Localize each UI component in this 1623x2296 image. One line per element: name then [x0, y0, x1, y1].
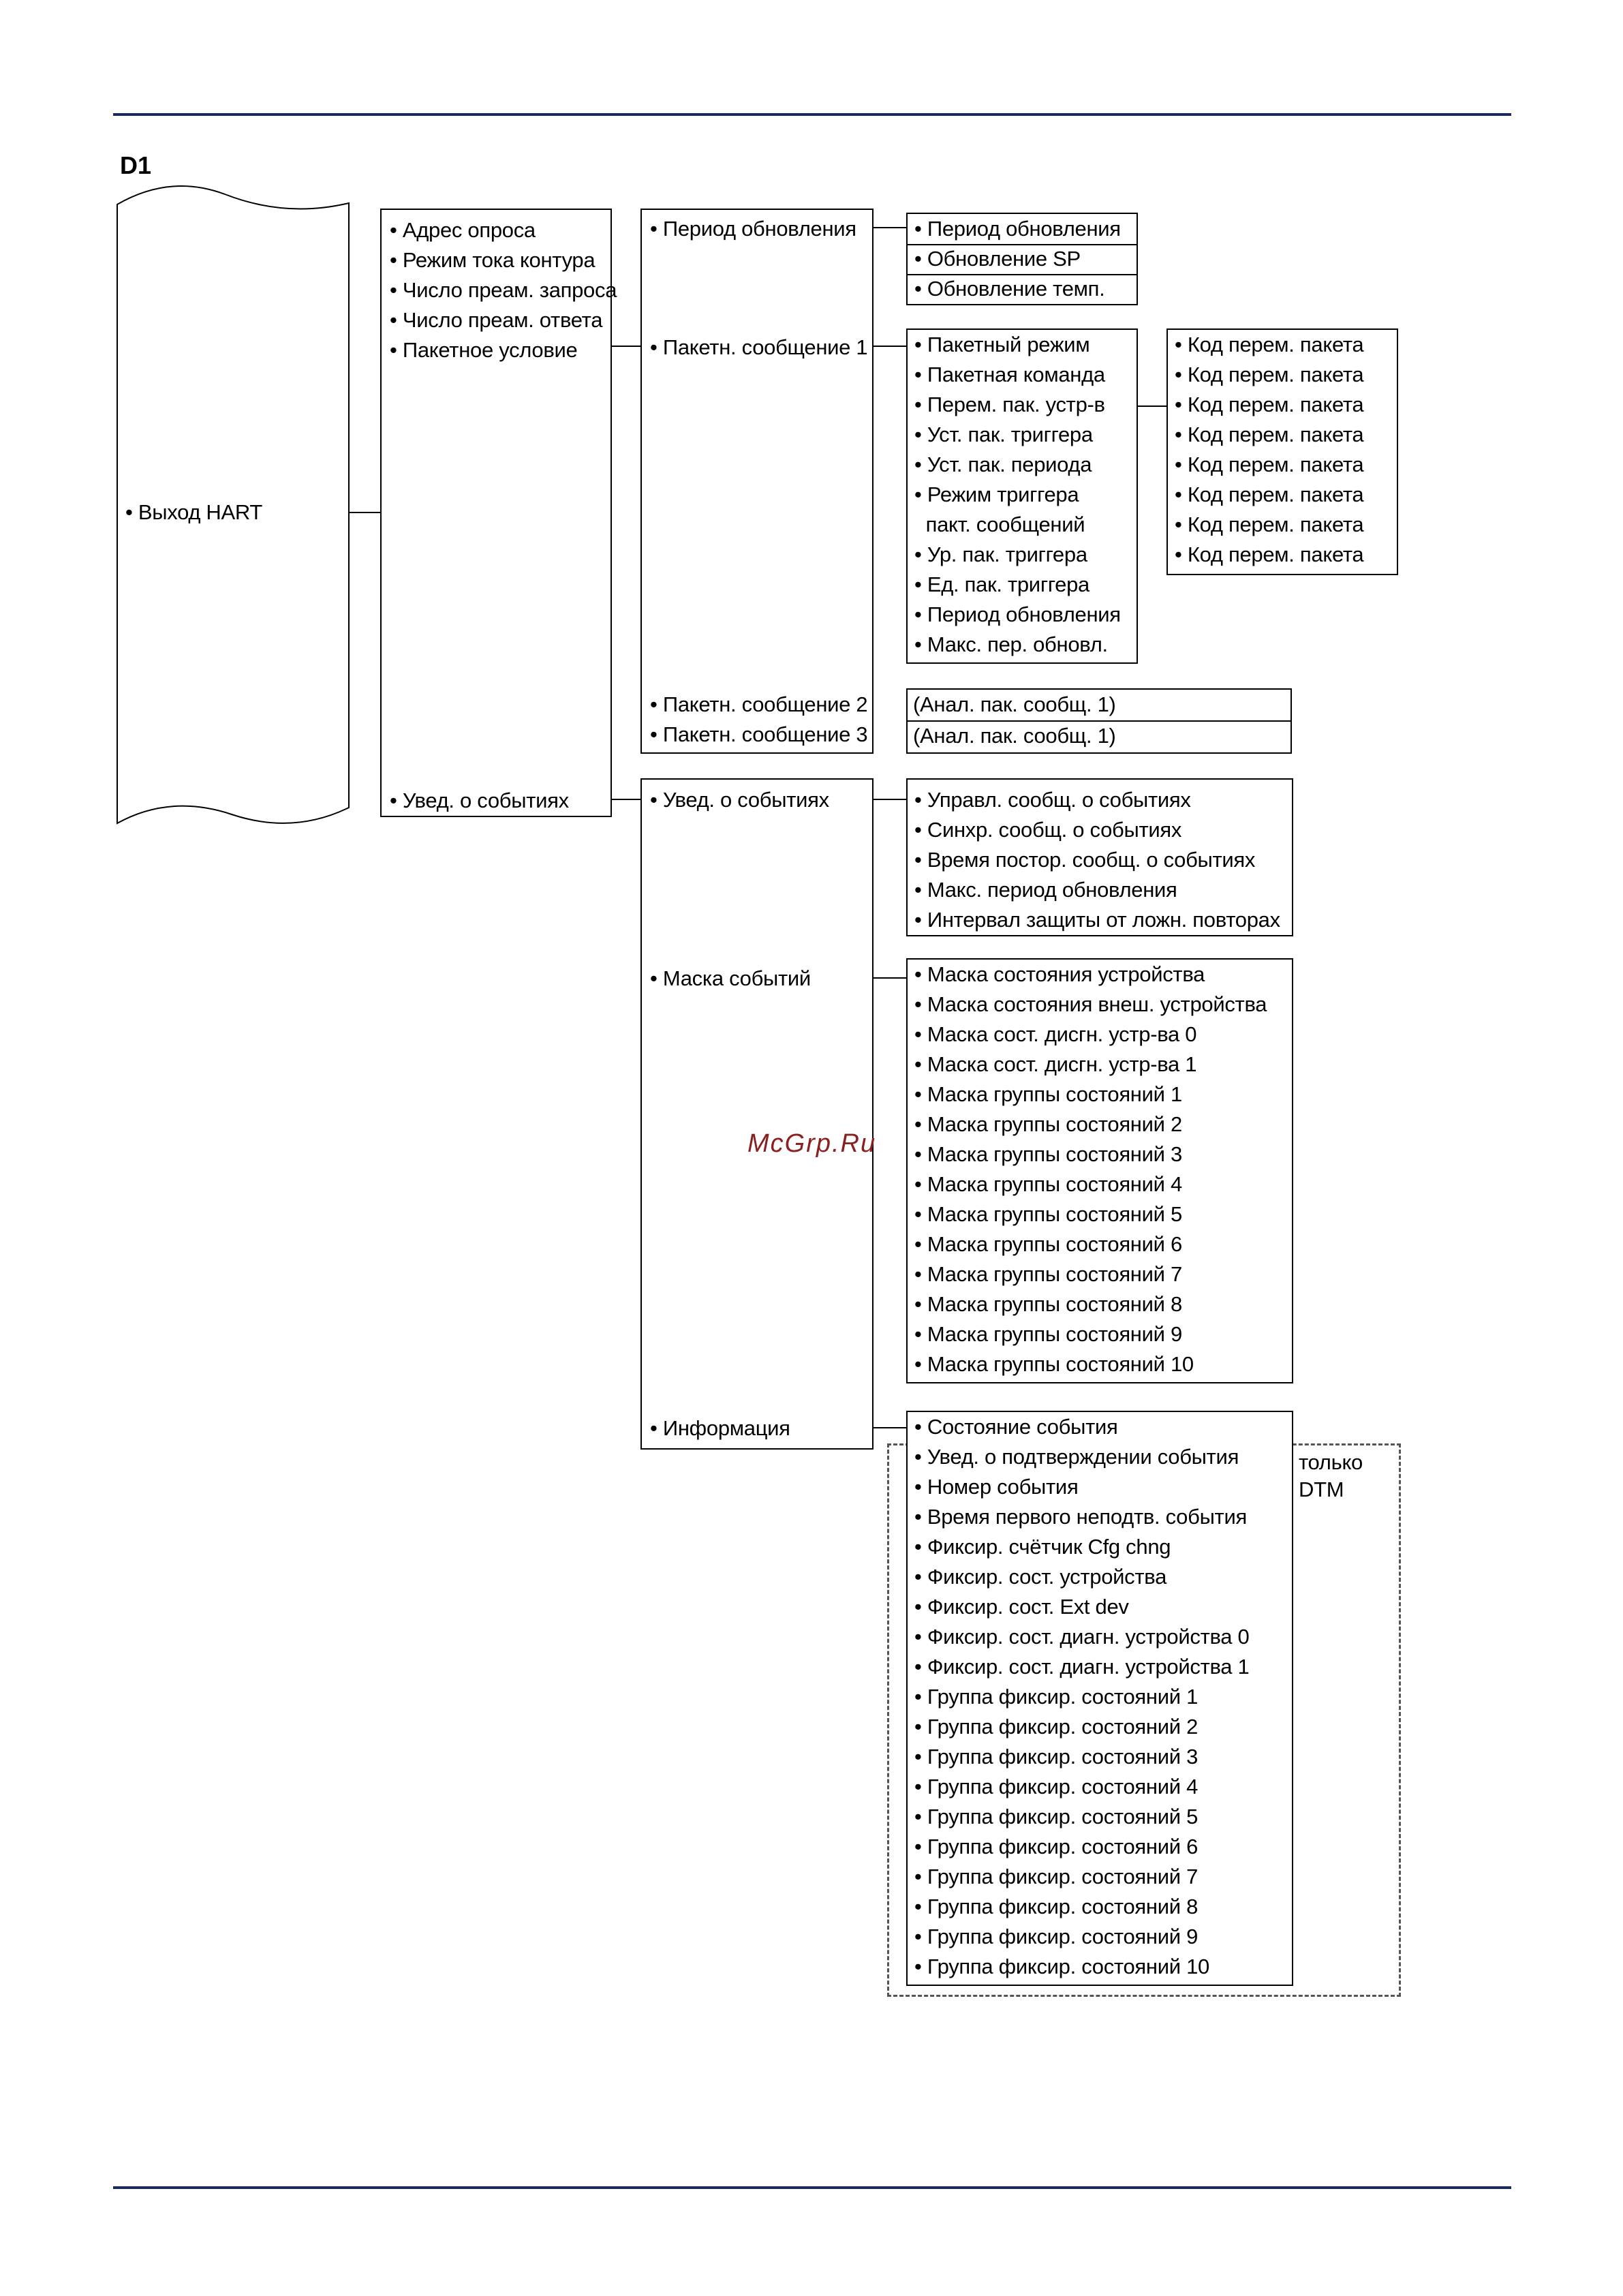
list-item[interactable]: • Код перем. пакета	[1175, 423, 1364, 446]
list-item[interactable]: • Информация	[650, 1416, 790, 1440]
list-item[interactable]: • Код перем. пакета	[1175, 483, 1364, 506]
list-item[interactable]: • Режим триггера	[914, 483, 1079, 506]
list-item[interactable]: • Фиксир. сост. диагн. устройства 1	[914, 1655, 1250, 1679]
event-info-box	[906, 1411, 1293, 1986]
list-item[interactable]: • Маска группы состояний 10	[914, 1352, 1194, 1376]
list-item[interactable]: • Увед. о событиях	[650, 788, 829, 812]
list-item[interactable]: • Время постор. сообщ. о событиях	[914, 848, 1256, 872]
watermark: McGrp.Ru	[747, 1129, 877, 1158]
list-item[interactable]: • Перем. пак. устр-в	[914, 393, 1105, 416]
list-item[interactable]: • Маска группы состояний 7	[914, 1262, 1182, 1286]
list-item[interactable]: • Увед. о подтверждении события	[914, 1445, 1239, 1469]
level1-box	[380, 209, 617, 817]
list-item[interactable]: • Пакетн. сообщение 2	[650, 692, 868, 716]
list-item[interactable]: • Фиксир. сост. устройства	[914, 1565, 1167, 1589]
list-item[interactable]: • Фиксир. сост. Ext dev	[914, 1595, 1129, 1619]
list-item[interactable]: • Интервал защиты от ложн. повторах	[914, 908, 1280, 932]
dtm-note-line1: только	[1299, 1450, 1363, 1474]
list-item[interactable]: • Маска группы состояний 9	[914, 1322, 1182, 1346]
list-item[interactable]: • Период обновления	[650, 217, 856, 241]
list-item[interactable]: • Номер события	[914, 1475, 1079, 1499]
list-item[interactable]: • Ед. пак. триггера	[914, 572, 1089, 596]
events-box	[640, 778, 877, 1450]
list-item[interactable]: • Группа фиксир. состояний 7	[914, 1865, 1199, 1888]
update-period-box	[906, 213, 1138, 305]
list-item[interactable]: • Состояние события	[914, 1415, 1118, 1439]
list-item[interactable]: • Код перем. пакета	[1175, 542, 1364, 566]
burst-msg3-value[interactable]: (Анал. пак. сообщ. 1)	[913, 724, 1116, 748]
list-item[interactable]: • Увед. о событиях	[390, 789, 569, 812]
list-item[interactable]: • Код перем. пакета	[1175, 363, 1364, 386]
list-item[interactable]: • Пакетная команда	[914, 363, 1105, 386]
list-item[interactable]: • Пакетн. сообщение 1	[650, 335, 868, 359]
list-item[interactable]: • Управл. сообщ. о событиях	[914, 788, 1191, 812]
list-item[interactable]: • Маска группы состояний 3	[914, 1142, 1182, 1166]
list-item[interactable]: • Число преам. запроса	[390, 278, 617, 302]
list-item[interactable]: • Фиксир. сост. диагн. устройства 0	[914, 1625, 1250, 1649]
list-item[interactable]: • Группа фиксир. состояний 5	[914, 1805, 1199, 1828]
burst-msg1-box	[906, 328, 1138, 664]
list-item[interactable]: • Группа фиксир. состояний 4	[914, 1775, 1199, 1798]
list-item[interactable]: • Режим тока контура	[390, 248, 596, 272]
list-item[interactable]: • Группа фиксир. состояний 2	[914, 1715, 1199, 1739]
burst-msg23-box	[906, 688, 1292, 754]
list-item[interactable]: • Маска группы состояний 2	[914, 1112, 1182, 1136]
list-item[interactable]: • Группа фиксир. состояний 9	[914, 1925, 1199, 1948]
list-item[interactable]: • Группа фиксир. состояний 1	[914, 1685, 1199, 1709]
list-item[interactable]: • Маска группы состояний 1	[914, 1082, 1182, 1106]
list-item[interactable]: • Макс. период обновления	[914, 878, 1177, 902]
dtm-note-line2: DTM	[1299, 1478, 1344, 1501]
list-item[interactable]: • Пакетное условие	[390, 338, 578, 362]
list-item[interactable]: • Ур. пак. триггера	[914, 542, 1087, 566]
list-item[interactable]: • Маска сост. дисгн. устр-ва 1	[914, 1052, 1197, 1076]
list-item[interactable]: • Пакетн. сообщение 3	[650, 722, 868, 746]
list-item[interactable]: • Синхр. сообщ. о событиях	[914, 818, 1182, 842]
list-item[interactable]: • Время первого неподтв. события	[914, 1505, 1247, 1529]
list-item[interactable]: • Группа фиксир. состояний 6	[914, 1835, 1199, 1858]
list-item[interactable]: • Макс. пер. обновл.	[914, 632, 1108, 656]
event-mask-box	[906, 958, 1293, 1383]
list-item[interactable]: • Маска группы состояний 5	[914, 1202, 1182, 1226]
root-label: • Выход HART	[125, 500, 263, 524]
event-notify-box	[906, 778, 1293, 936]
list-item[interactable]: • Группа фиксир. состояний 10	[914, 1955, 1209, 1978]
list-item[interactable]: • Маска состояния устройства	[914, 962, 1205, 986]
list-item[interactable]: • Адрес опроса	[390, 218, 536, 242]
list-item[interactable]: • Маска группы состояний 6	[914, 1232, 1182, 1256]
list-item[interactable]: • Группа фиксир. состояний 3	[914, 1745, 1199, 1769]
list-item[interactable]: • Уст. пак. триггера	[914, 423, 1093, 446]
burst-msg2-value[interactable]: (Анал. пак. сообщ. 1)	[913, 692, 1116, 716]
list-item[interactable]: • Маска событий	[650, 966, 811, 990]
list-item[interactable]: • Пакетный режим	[914, 333, 1090, 356]
list-item[interactable]: • Обновление темп.	[914, 277, 1105, 301]
list-item[interactable]: • Код перем. пакета	[1175, 512, 1364, 536]
list-item[interactable]: пакт. сообщений	[914, 512, 1085, 536]
list-item[interactable]: • Маска состояния внеш. устройства	[914, 992, 1267, 1016]
list-item[interactable]: • Период обновления	[914, 217, 1121, 241]
burst-var-codes-box	[1166, 328, 1398, 575]
list-item[interactable]: • Фиксир. счётчик Cfg chng	[914, 1535, 1171, 1559]
list-item[interactable]: • Уст. пак. периода	[914, 453, 1092, 476]
diagram-title: D1	[120, 151, 152, 179]
list-item[interactable]: • Маска группы состояний 8	[914, 1292, 1182, 1316]
list-item[interactable]: • Период обновления	[914, 602, 1121, 626]
list-item[interactable]: • Код перем. пакета	[1175, 453, 1364, 476]
burst-box	[640, 209, 874, 754]
list-item[interactable]: • Число преам. ответа	[390, 308, 603, 332]
list-item[interactable]: • Код перем. пакета	[1175, 393, 1364, 416]
list-item[interactable]: • Маска сост. дисгн. устр-ва 0	[914, 1022, 1197, 1046]
list-item[interactable]: • Обновление SP	[914, 247, 1081, 271]
list-item[interactable]: • Маска группы состояний 4	[914, 1172, 1182, 1196]
list-item[interactable]: • Группа фиксир. состояний 8	[914, 1895, 1199, 1918]
list-item[interactable]: • Код перем. пакета	[1175, 333, 1364, 356]
